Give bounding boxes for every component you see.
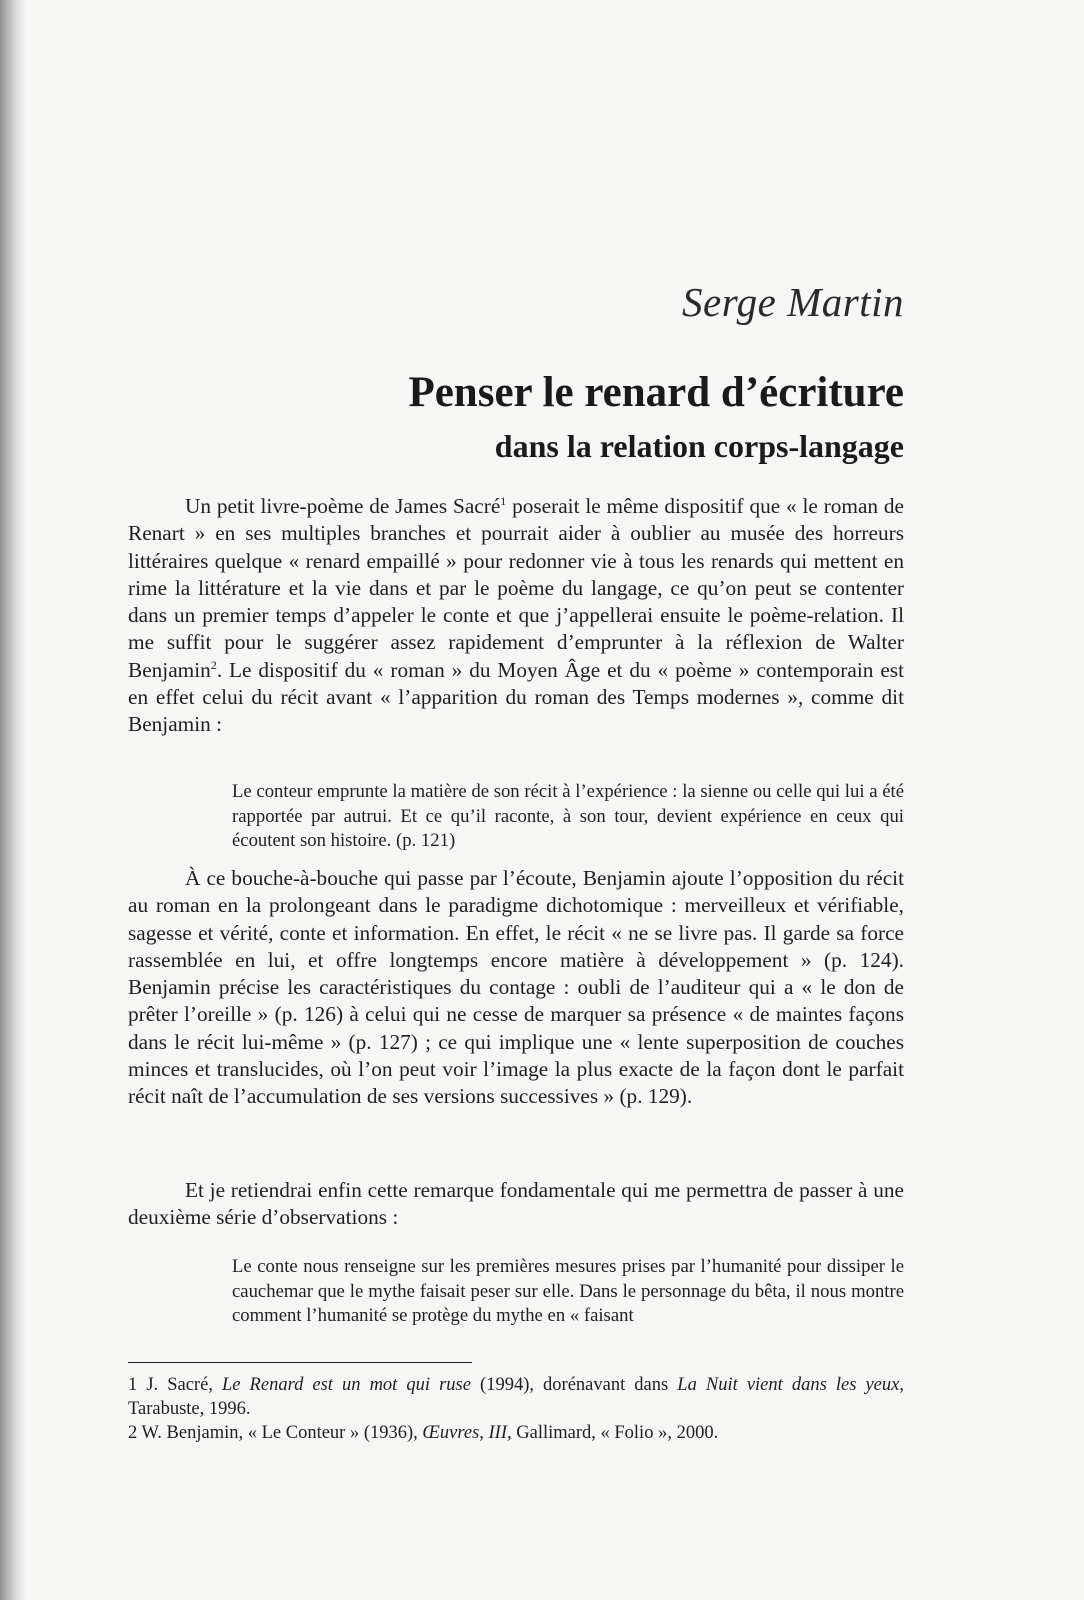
- paragraph-1-text-a: Un petit livre-poème de James Sacré: [185, 494, 501, 518]
- footnote-separator: [128, 1362, 472, 1363]
- footnote-2-work-title: Œuvres, III,: [422, 1423, 512, 1443]
- footnote-ref-1: 1: [500, 494, 507, 508]
- article-title: Penser le renard d’écriture: [408, 369, 904, 416]
- paragraph-1-text-b: poserait le même dispositif que « le roman de Renart » en ses multiples branches et pourrait aider à oublier au musée des horreurs littéraires quelque « renard empaillé » pour redonner vie à tous les renards qui mettent en rime la littérature et la vie dans et par le poème du langage, ce qu’on peut se contenter dans un premier temps d’appeler le conte et que j’appellerai ensuite le poème-relation. Il me suffit pour le suggérer assez rapidement d’emprunter à la réflexion de Walter Benjamin: [128, 494, 904, 682]
- footnote-ref-2: 2: [210, 657, 217, 672]
- block-quote-2: Le conte nous renseigne sur les premières mesures prises par l’humanité pour dissiper le cauchemar que le mythe faisait peser sur elle. Dans le personnage du bêta, il nous montre comment l’humanité se protège du mythe en « faisant: [232, 1256, 904, 1326]
- footnote-1-mid: (1994), dorénavant dans: [470, 1375, 678, 1395]
- footnote-1-end: , Tarabuste, 1996.: [128, 1375, 904, 1419]
- paragraph-1-text-c: . Le dispositif du « roman » du Moyen Âge et du « poème » contemporain est en effet celui du récit avant « l’apparition du roman des Temps modernes », comme dit Benjamin :: [128, 657, 904, 737]
- footnote-1-num: 1 J. Sacré,: [128, 1375, 222, 1395]
- author-name: Serge Martin: [682, 279, 904, 325]
- footnote-2-start: 2 W. Benjamin, « Le Conteur » (1936),: [128, 1423, 423, 1443]
- paragraph-2: À ce bouche-à-bouche qui passe par l’écoute, Benjamin ajoute l’opposition du récit au roman en la prolongeant dans le paradigme dichotomique : merveilleux et vérifiable, sagesse et vérité, conte et information. En effet, le récit « ne se livre pas. Il garde sa force rassemblée en lui, et offre longtemps encore matière à développement » (p. 124). Benjamin précise les caractéristiques du contage : oubli de l’auditeur qui a « le don de prêter l’oreille » (p. 126) à celui qui ne cesse de marquer sa présence « de maintes façons dans le récit lui-même » (p. 127) ; ce qui implique une « lente superposition de couches minces et translucides, où l’on peut voir l’image la plus exacte de la façon dont le parfait récit naît de l’accumulation de ses versions successives » (p. 129).: [128, 866, 904, 1109]
- footnote-2: [128, 1421, 904, 1445]
- footnote-1-book-title: Le Renard est un mot qui ruse: [221, 1375, 471, 1395]
- paragraph-1: [128, 493, 904, 739]
- footnote-1-collection-title: La Nuit vient dans les yeux: [677, 1375, 900, 1395]
- book-binding-shadow: [0, 0, 26, 1600]
- block-quote-1: Le conteur emprunte la matière de son récit à l’expérience : la sienne ou celle qui lui a été rapportée par autrui. Et ce qu’il raconte, à son tour, devient expérience en ceux qui écoutent son histoire. (p. 121): [232, 781, 904, 851]
- footnote-2-end: Gallimard, « Folio », 2000.: [511, 1423, 719, 1443]
- paragraph-3: Et je retiendrai enfin cette remarque fondamentale qui me permettra de passer à une deuxième série d’observations :: [128, 1178, 904, 1230]
- footnote-1: [128, 1373, 904, 1421]
- article-subtitle: dans la relation corps-langage: [494, 428, 904, 464]
